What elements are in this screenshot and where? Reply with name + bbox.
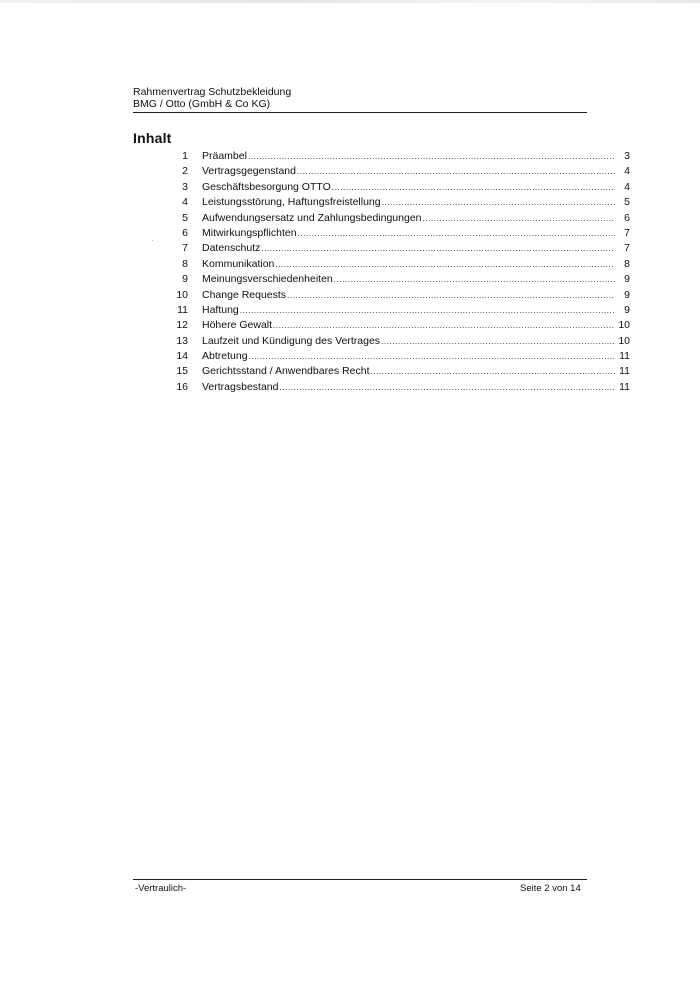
toc-entry[interactable] [172, 380, 630, 395]
toc-dot-leader [249, 349, 615, 364]
toc-entry-title: Geschäftsbesorgung OTTO [202, 180, 331, 193]
toc-entry-page: 7 [624, 242, 630, 255]
toc-entry[interactable] [172, 257, 630, 272]
toc-entry[interactable] [172, 180, 630, 195]
confidentiality-note: -Vertraulich- [135, 883, 187, 894]
toc-entry[interactable] [172, 288, 630, 303]
toc-dot-leader [297, 164, 615, 179]
toc-dot-leader [298, 226, 615, 241]
toc-entry-title: Haftung [202, 303, 239, 316]
toc-entry-number: 12 [176, 319, 188, 332]
toc-entry[interactable] [172, 318, 630, 333]
toc-entry-title: Kommunikation [202, 257, 275, 270]
toc-dot-leader [287, 288, 615, 303]
toc-dot-leader [332, 180, 615, 195]
toc-heading: Inhalt [133, 130, 172, 146]
toc-dot-leader [261, 241, 615, 256]
toc-entry-page: 9 [624, 273, 630, 286]
toc-entry-title: Change Requests [202, 288, 287, 301]
toc-entry[interactable] [172, 211, 630, 226]
toc-entry[interactable] [172, 364, 630, 379]
toc-entry-title: Mitwirkungspflichten [202, 226, 297, 239]
header-title: Rahmenvertrag Schutzbekleidung [133, 86, 292, 98]
toc-entry-number: 4 [182, 196, 188, 209]
toc-entry-number: 16 [176, 380, 188, 393]
scan-speck [152, 240, 153, 241]
toc-entry-number: 7 [182, 242, 188, 255]
toc-entry-page: 8 [624, 257, 630, 270]
toc-dot-leader [371, 364, 615, 379]
toc-entry-number: 8 [182, 257, 188, 270]
toc-entry[interactable] [172, 334, 630, 349]
toc-entry-number: 10 [176, 288, 188, 301]
toc-entry-title: Höhere Gewalt [202, 319, 273, 332]
toc-entry-title: Leistungsstörung, Haftungsfreistellung [202, 196, 381, 209]
toc-entry-number: 9 [182, 273, 188, 286]
document-header [133, 86, 587, 110]
toc-entry[interactable] [172, 226, 630, 241]
toc-entry-title: Vertragsbestand [202, 380, 279, 393]
toc-entry-page: 11 [619, 350, 630, 363]
toc-dot-leader [423, 211, 615, 226]
toc-entry-number: 1 [182, 150, 188, 162]
toc-entry-title: Aufwendungsersatz und Zahlungsbedingungen [202, 211, 422, 224]
toc-entry-title: Gerichtsstand / Anwendbares Recht [202, 365, 370, 378]
toc-entry[interactable] [172, 164, 630, 179]
toc-entry-title: Laufzeit und Kündigung des Vertrages [202, 334, 381, 347]
toc-entry-number: 14 [176, 350, 188, 363]
toc-entry-page: 9 [624, 303, 630, 316]
header-divider [133, 112, 587, 113]
toc-entry-page: 7 [624, 226, 630, 239]
toc-entry[interactable] [172, 349, 630, 364]
toc-entry-page: 4 [624, 180, 630, 193]
toc-entry-number: 15 [176, 365, 188, 378]
toc-entry-page: 5 [624, 196, 630, 209]
toc-dot-leader [381, 334, 615, 349]
toc-entry-title: Präambel [202, 150, 247, 162]
toc-entry-page: 6 [624, 211, 630, 224]
toc-entry-page: 9 [624, 288, 630, 301]
toc-dot-leader [240, 303, 615, 318]
toc-entry-page: 10 [618, 334, 630, 347]
header-parties: BMG / Otto (GmbH & Co KG) [133, 98, 271, 110]
toc-dot-leader [273, 318, 615, 333]
footer-divider [133, 879, 587, 880]
toc-entry[interactable] [172, 241, 630, 256]
toc-entry[interactable] [172, 149, 630, 164]
toc-entry-number: 5 [182, 211, 188, 224]
scan-edge [0, 0, 700, 3]
toc-entry[interactable] [172, 272, 630, 287]
toc-dot-leader [382, 195, 615, 210]
toc-entry-number: 13 [176, 334, 188, 347]
toc-dot-leader [248, 149, 615, 164]
toc-entry-page: 4 [624, 165, 630, 178]
toc-entry-page: 10 [618, 319, 630, 332]
toc-dot-leader [334, 272, 615, 287]
toc-entry-page: 11 [619, 365, 630, 378]
toc-entry-title: Vertragsgegenstand [202, 165, 296, 178]
toc-entry-number: 11 [177, 303, 188, 316]
page-number: Seite 2 von 14 [520, 883, 581, 894]
toc-entry-number: 6 [182, 226, 188, 239]
toc-entry[interactable] [172, 303, 630, 318]
toc-entry-title: Datenschutz [202, 242, 261, 255]
toc-entry-page: 3 [624, 150, 630, 162]
toc-dot-leader [279, 380, 615, 395]
toc-entry-page: 11 [619, 380, 630, 393]
toc-entry-number: 3 [182, 180, 188, 193]
table-of-contents [172, 149, 630, 395]
toc-dot-leader [275, 257, 615, 272]
toc-entry[interactable] [172, 195, 630, 210]
toc-entry-title: Abtretung [202, 350, 248, 363]
toc-entry-number: 2 [182, 165, 188, 178]
toc-entry-title: Meinungsverschiedenheiten [202, 273, 333, 286]
